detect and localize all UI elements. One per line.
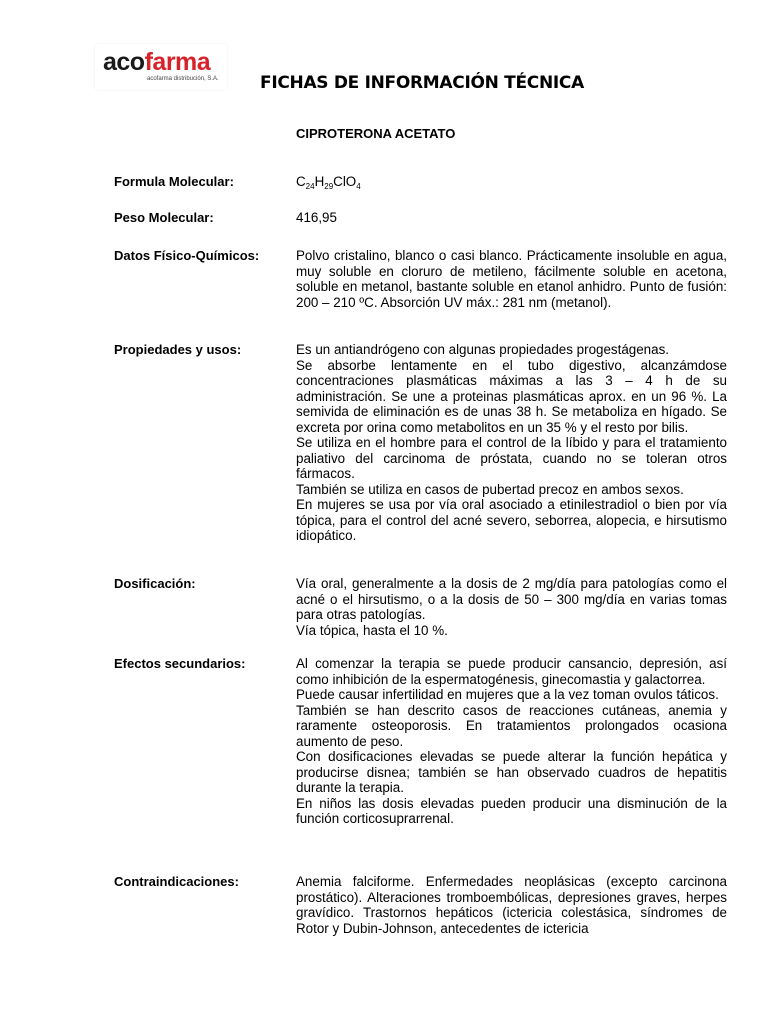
formula-value: [296, 174, 727, 195]
section-label: Efectos secundarios:: [114, 656, 246, 671]
section-value: [296, 248, 727, 310]
logo-tagline: acofarma distribución, S.A.: [147, 76, 219, 82]
formula-element-clo: ClO: [333, 174, 357, 189]
section-value: [296, 656, 727, 827]
formula-subscript-h: 29: [324, 182, 334, 191]
section-label: Propiedades y usos:: [114, 342, 242, 357]
section-label: Dosificación:: [114, 576, 196, 591]
section-value: [296, 874, 727, 936]
section-value: [296, 210, 727, 226]
formula-subscript-c: 24: [305, 182, 315, 191]
formula-element-h: H: [314, 174, 325, 189]
section-paragraph: Anemia falciforme. Enfermedades neoplásicas (excepto carcinona prostático). Alteraciones tromboembólicas, depresiones graves, herpes gravídico. Trastornos hepáticos (ictericia colestásica, síndromes de Rotor y Dubin-Johnson, antecedentes de ictericia: [296, 874, 727, 936]
section-paragraph: 416,95: [296, 210, 337, 225]
section-paragraph: Puede causar infertilidad en mujeres que a la vez toman ovulos táticos.: [296, 687, 719, 702]
logo-wordmark: [103, 48, 210, 77]
section-paragraph: También se han descrito casos de reacciones cutáneas, anemia y raramente osteoporosis. En tratamientos prolongados ocasiona aumento de peso.: [296, 702, 727, 749]
section-paragraph: Es un antiandrógeno con algunas propiedades progestágenas.: [296, 342, 669, 357]
section-value: [296, 576, 727, 638]
section-paragraph: En mujeres se usa por vía oral asociado a etinilestradiol o bien por vía tópica, para el control del acné severo, seborrea, alopecia, e hirsutismo idiopático.: [296, 497, 727, 543]
logo-word-farma: farma: [144, 48, 211, 76]
section-paragraph: Vía oral, generalmente a la dosis de 2 mg/día para patologías como el acné o el hirsutismo, o a la dosis de 50 – 300 mg/día en varias tomas para otras patologías.: [296, 576, 727, 622]
section-label: Peso Molecular:: [114, 210, 214, 225]
formula-label: Formula Molecular:: [114, 174, 234, 189]
section-paragraph: Al comenzar la terapia se puede producir cansancio, depresión, así como inhibición de la espermatogénesis, ginecomastia y galactorrea.: [296, 656, 727, 687]
section-label: Datos Físico-Químicos:: [114, 248, 260, 263]
section-paragraph: También se utiliza en casos de pubertad precoz en ambos sexos.: [296, 481, 684, 497]
logo-word-aco: aco: [103, 48, 145, 76]
section-paragraph: Polvo cristalino, blanco o casi blanco. Prácticamente insoluble en agua, muy soluble en cloruro de metileno, fácilmente soluble en acetona, soluble en metanol, bastante soluble en etanol anhidro. Punto de fusión: 200 – 210 ºC. Absorción UV máx.: 281 nm (metanol).: [296, 248, 727, 310]
section-paragraph: Se absorbe lentamente en el tubo digestivo, alcanzámdose concentraciones plasmáticas máximas a las 3 – 4 h de su administración. Se une a proteinas plasmáticas aprox. en un 96 %. La semivida de eliminación es de unas 38 h. Se metaboliza en hígado. Se excreta por orina como metabolitos en un 35 % y el resto por bilis.: [296, 357, 727, 435]
section-paragraph: En niños las dosis elevadas pueden producir una disminución de la función corticosuprarrenal.: [296, 795, 727, 826]
section-paragraph: Vía tópica, hasta el 10 %.: [296, 622, 448, 638]
section-paragraph: Con dosificaciones elevadas se puede alterar la función hepática y producirse disnea; también se han observado cuadros de hepatitis durante la terapia.: [296, 749, 727, 795]
section-paragraph: Se utiliza en el hombre para el control de la líbido y para el tratamiento paliativo del carcinoma de próstata, cuando no se toleran otros fármacos.: [296, 435, 727, 481]
formula-subscript-o: 4: [356, 182, 361, 191]
compound-name: CIPROTERONA ACETATO: [296, 126, 456, 141]
document-title: FICHAS DE INFORMACIÓN TÉCNICA: [260, 73, 584, 93]
formula-element-c: C: [296, 174, 306, 189]
section-value: [296, 342, 727, 544]
acofarma-logo: [95, 44, 227, 90]
section-label: Contraindicaciones:: [114, 874, 239, 889]
